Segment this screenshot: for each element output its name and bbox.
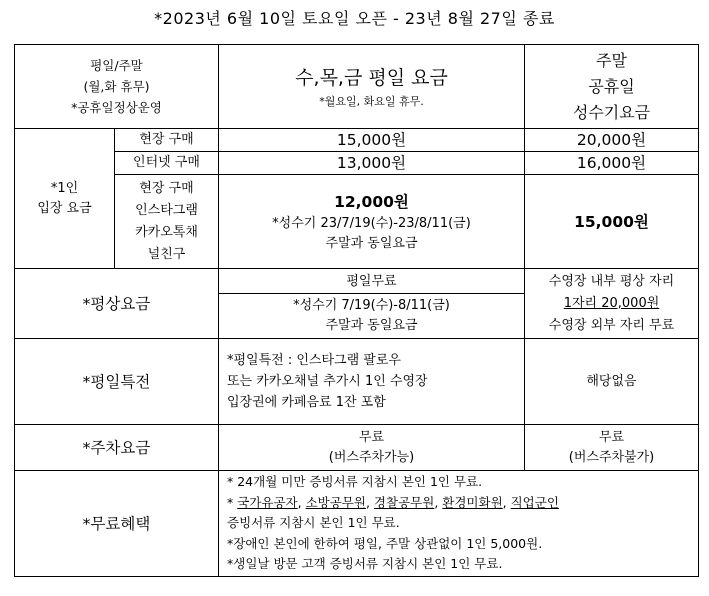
- header-schedule-cell: [15, 45, 219, 129]
- free-item-3: 경찰공무원: [373, 494, 435, 510]
- free-item-5: 직업군인: [510, 494, 559, 510]
- admission-label-line-2: 입장 요금: [37, 200, 92, 216]
- admission-row-onsite: [15, 129, 699, 152]
- weekday-benefit-line-3: 입장권에 카페음료 1잔 포함: [227, 395, 386, 410]
- admission-label-line-1: *1인: [50, 180, 79, 196]
- header-left-line-3: *공휴일정상운영: [71, 100, 162, 115]
- parking-label: *주차요금: [15, 425, 219, 471]
- header-weekday-cell: [219, 45, 525, 129]
- weekday-benefit-row: [15, 339, 699, 425]
- weekday-benefit-line-1: *평일특전 : 인스타그램 팔로우: [227, 353, 401, 368]
- pyeongsang-weekday-bottom: [219, 293, 524, 336]
- parking-weekday-cell: [219, 425, 525, 471]
- weekend-price: 20,000원: [525, 129, 699, 152]
- free-label: *무료혜택: [15, 471, 219, 577]
- parking-weekday-bottom: (버스주차가능): [328, 449, 415, 465]
- free-line-3: 증빙서류 지참시 본인 1인 무료.: [227, 515, 400, 531]
- free-line-1: * 24개월 미만 증빙서류 지참시 본인 1인 무료.: [227, 474, 483, 490]
- special-weekday-price: 12,000원: [334, 192, 409, 211]
- free-item-4: 환경미화원: [442, 494, 503, 510]
- header-weekday-title: 수,목,금 평일 요금: [295, 66, 448, 89]
- header-weekday-note: *월요일, 화요일 휴무.: [319, 94, 424, 108]
- free-item-2: 소방공무원: [305, 494, 366, 510]
- special-type-line-2: 인스타그램: [135, 202, 198, 218]
- free-item-1: 국가유공자: [237, 494, 298, 510]
- free-benefits-cell: [219, 471, 699, 577]
- price-table: [14, 44, 699, 577]
- header-weekend-cell: [525, 45, 699, 129]
- admission-label-cell: [15, 129, 115, 269]
- header-right-line-3: 성수기요금: [572, 102, 651, 122]
- pyeongsang-label: *평상요금: [15, 269, 219, 339]
- pyeongsang-weekend-line-2: 1자리 20,000원: [563, 295, 660, 311]
- weekday-benefit-line-2: 또는 카카오채널 추가시 1인 수영장: [227, 374, 428, 389]
- special-weekday-cell: [219, 175, 525, 269]
- free-line-2: * 국가유공자, 소방공무원, 경찰공무원, 환경미화원, 직업군인: [227, 494, 559, 510]
- page-title: *2023년 6월 10일 토요일 오픈 - 23년 8월 27일 종료: [154, 9, 555, 28]
- weekend-price: 16,000원: [525, 152, 699, 175]
- weekday-price: 13,000원: [219, 152, 525, 175]
- parking-weekend-bottom: (버스주차불가): [568, 449, 655, 465]
- special-type-line-4: 널친구: [147, 246, 186, 262]
- special-weekday-note-1: *성수기 23/7/19(수)-23/8/11(금): [272, 215, 471, 231]
- pyeongsang-weekend-cell: [525, 269, 699, 339]
- pyeongsang-weekend-line-1: 수영장 내부 평상 자리: [548, 273, 675, 289]
- special-weekday-note-2: 주말과 동일요금: [325, 235, 418, 251]
- free-line-4: *장애인 본인에 한하여 평일, 주말 상관없이 1인 5,000원.: [227, 535, 543, 551]
- header-right-line-2: 공휴일: [588, 76, 635, 96]
- special-weekend-price: 15,000원: [525, 175, 699, 269]
- free-row: [15, 471, 699, 577]
- free-line-5: *생일날 방문 고객 증빙서류 지참시 본인 1인 무료.: [227, 556, 503, 572]
- special-type-line-3: 카카오톡채: [135, 224, 198, 240]
- admission-row-special: [15, 175, 699, 269]
- weekday-benefit-weekend: 해당없음: [525, 339, 699, 425]
- parking-row: [15, 425, 699, 471]
- pyeongsang-weekday-note-2: 주말과 동일요금: [325, 318, 418, 333]
- admission-row-internet: [15, 152, 699, 175]
- header-row: [15, 45, 699, 129]
- header-left-line-1: 평일/주말: [90, 58, 143, 73]
- pyeongsang-weekday-note-1: *성수기 7/19(수)-8/11(금): [293, 298, 450, 313]
- parking-weekend-cell: [525, 425, 699, 471]
- free-line-2-prefix: *: [227, 494, 238, 510]
- special-type-line-1: 현장 구매: [139, 180, 194, 196]
- pyeongsang-weekend-line-3: 수영장 외부 자리 무료: [548, 317, 675, 333]
- weekday-benefit-cell: [219, 339, 525, 425]
- header-left-line-2: (월,화 휴무): [83, 79, 150, 94]
- weekday-benefit-label: *평일특전: [15, 339, 219, 425]
- special-purchase-type-cell: [115, 175, 219, 269]
- purchase-type: 인터넷 구매: [115, 152, 219, 175]
- pyeongsang-weekday-top: 평일무료: [346, 274, 397, 289]
- header-right-line-1: 주말: [596, 50, 627, 70]
- pyeongsang-weekday-cell: [219, 269, 525, 339]
- parking-weekend-top: 무료: [598, 429, 625, 445]
- weekday-price: 15,000원: [219, 129, 525, 152]
- pyeongsang-row: [15, 269, 699, 339]
- purchase-type: 현장 구매: [115, 129, 219, 152]
- parking-weekday-top: 무료: [358, 429, 385, 445]
